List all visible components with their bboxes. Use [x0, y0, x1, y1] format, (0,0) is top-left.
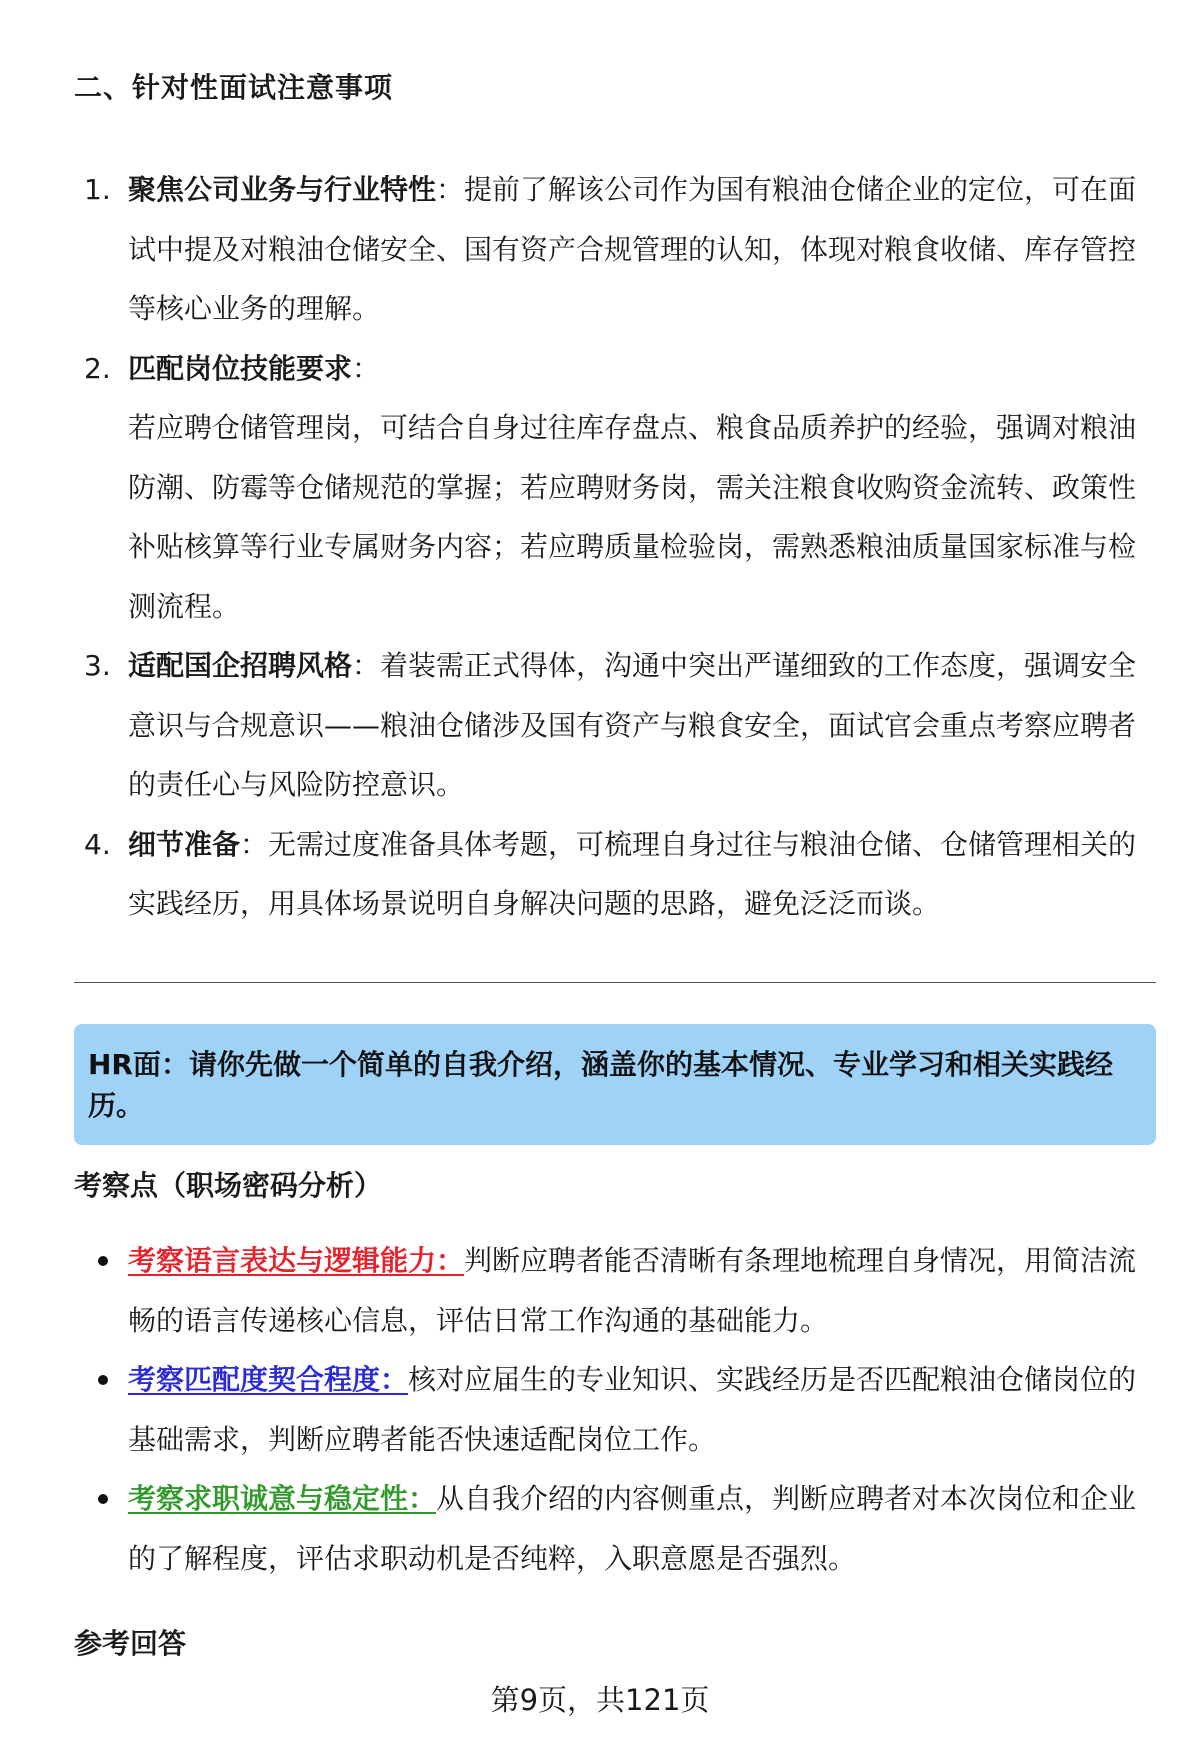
item-text: ：无需过度准备具体考题，可梳理自身过往与粮油仓储、仓储管理相关的实践经历，用具体场景说明自身解决问题的思路，避免泛泛而谈。: [128, 827, 1137, 920]
item-number: 1.: [84, 173, 111, 206]
item-label: 适配国企招聘风格: [128, 649, 353, 682]
bullet-dot-icon: [98, 1494, 108, 1504]
list-item: [74, 339, 1154, 637]
point-label: 考察求职诚意与稳定性：: [128, 1482, 437, 1515]
point-label: 考察语言表达与逻辑能力：: [128, 1244, 465, 1277]
analysis-points-list: [74, 1231, 1154, 1588]
list-item: [74, 1231, 1154, 1350]
section-title: 二、针对性面试注意事项: [74, 71, 394, 104]
list-item: [74, 160, 1154, 339]
item-label: 匹配岗位技能要求: [128, 351, 353, 385]
item-label: 聚焦公司业务与行业特性: [128, 173, 437, 206]
section-divider: [74, 982, 1156, 983]
item-label: 细节准备: [128, 827, 241, 861]
interview-notes-list: [74, 160, 1154, 934]
page-number: 第9页，共121页: [490, 1683, 710, 1717]
item-text: ：提前了解该公司作为国有粮油仓储企业的定位，可在面试中提及对粮油仓储安全、国有资产合规管理的认知，体现对粮食收储、库存管控等核心业务的理解。: [128, 173, 1137, 325]
reference-answer-heading: 参考回答: [74, 1627, 187, 1660]
list-item: [74, 1350, 1154, 1469]
point-label: 考察匹配度契合程度：: [128, 1363, 409, 1396]
hr-question-box: [74, 1024, 1156, 1145]
list-item: [74, 815, 1154, 934]
item-text: ：: [352, 351, 381, 385]
point-text: 判断应聘者能否清晰有条理地梳理自身情况，用简洁流畅的语言传递核心信息，评估日常工作沟通的基础能力。: [128, 1244, 1137, 1337]
list-item: [74, 636, 1154, 815]
item-number: 4.: [84, 827, 111, 861]
item-detail: 若应聘仓储管理岗，可结合自身过往库存盘点、粮食品质养护的经验，强调对粮油防潮、防霉等仓储规范的掌握；若应聘财务岗，需关注粮食收购资金流转、政策性补贴核算等行业专属财务内容；若应聘质量检验岗，需熟悉粮油质量国家标准与检测流程。: [128, 411, 1137, 623]
bullet-dot-icon: [98, 1256, 108, 1266]
bullet-dot-icon: [98, 1375, 108, 1385]
item-number: 2.: [84, 351, 111, 385]
point-text: 核对应届生的专业知识、实践经历是否匹配粮油仓储岗位的基础需求，判断应聘者能否快速适配岗位工作。: [128, 1363, 1137, 1456]
analysis-heading: 考察点（职场密码分析）: [74, 1169, 383, 1202]
item-text: ：着装需正式得体，沟通中突出严谨细致的工作态度，强调安全意识与合规意识——粮油仓储涉及国有资产与粮食安全，面试官会重点考察应聘者的责任心与风险防控意识。: [128, 649, 1137, 801]
list-item: [74, 1469, 1154, 1588]
point-text: 从自我介绍的内容侧重点，判断应聘者对本次岗位和企业的了解程度，评估求职动机是否纯粹，入职意愿是否强烈。: [128, 1482, 1137, 1575]
item-number: 3.: [84, 649, 111, 682]
hr-question: HR面：请你先做一个简单的自我介绍，涵盖你的基本情况、专业学习和相关实践经历。: [88, 1048, 1113, 1122]
